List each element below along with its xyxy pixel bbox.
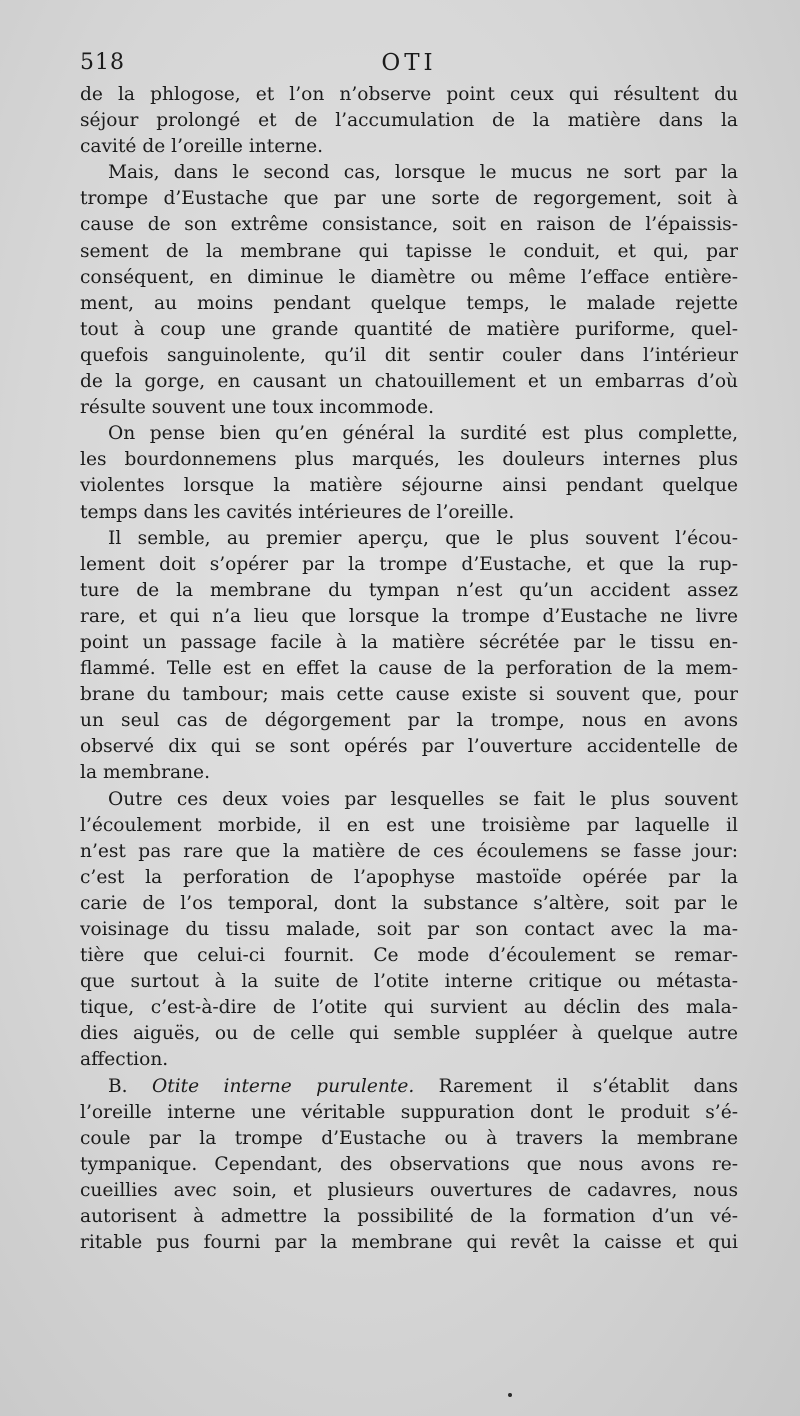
text-line: c’est la perforation de l’apophyse mastoïde opérée par la bbox=[80, 866, 738, 888]
text-line: séjour prolongé et de l’accumulation de la matière dans la bbox=[80, 110, 738, 132]
text-line: Il semble, au premier aperçu, que le plus souvent l’écou- bbox=[108, 527, 738, 549]
text-line: tympanique. Cependant, des observations que nous avons re- bbox=[80, 1153, 738, 1175]
text-line: rare, et qui n’a lieu que lorsque la trompe d’Eustache ne livre bbox=[80, 605, 738, 627]
text-line: la membrane. bbox=[80, 762, 210, 784]
section-first-line-text: Rarement il s’établit dans bbox=[438, 1075, 738, 1097]
text-line: lement doit s’opérer par la trompe d’Eustache, et que la rup- bbox=[80, 553, 738, 575]
text-line: que surtout à la suite de l’otite interne critique ou métasta- bbox=[80, 971, 738, 993]
text-line: l’oreille interne une véritable suppuration dont le produit s’é- bbox=[80, 1101, 738, 1123]
text-line: ture de la membrane du tympan n’est qu’un accident assez bbox=[80, 579, 738, 601]
text-line: coule par la trompe d’Eustache ou à travers la membrane bbox=[80, 1127, 738, 1149]
text-line: tière que celui-ci fournit. Ce mode d’écoulement se remar- bbox=[80, 945, 738, 967]
text-line: tique, c’est-à-dire de l’otite qui survient au déclin des mala- bbox=[80, 997, 738, 1019]
text-line: cavité de l’oreille interne. bbox=[80, 136, 324, 158]
text-line: conséquent, en diminue le diamètre ou même l’efface entière- bbox=[80, 266, 738, 288]
page-header bbox=[80, 50, 738, 84]
section-title: Otite interne purulente. bbox=[151, 1075, 415, 1097]
text-line: observé dix qui se sont opérés par l’ouverture accidentelle de bbox=[80, 736, 738, 758]
text-line: brane du tambour; mais cette cause existe si souvent que, pour bbox=[80, 684, 738, 706]
text-line: carie de l’os temporal, dont la substance s’altère, soit par le bbox=[80, 892, 738, 914]
text-line: violentes lorsque la matière séjourne ainsi pendant quelque bbox=[80, 475, 738, 497]
text-line: de la phlogose, et l’on n’observe point ceux qui résultent du bbox=[80, 84, 738, 105]
text-line: temps dans les cavités intérieures de l’oreille. bbox=[80, 501, 515, 523]
text-line: sement de la membrane qui tapisse le conduit, et qui, par bbox=[80, 240, 738, 262]
page-number: 518 bbox=[80, 50, 125, 75]
text-line: quefois sanguinolente, qu’il dit sentir couler dans l’intérieur bbox=[80, 344, 738, 366]
section-label: B. bbox=[108, 1075, 128, 1097]
body-text bbox=[80, 82, 738, 1256]
text-line: point un passage facile à la matière sécrétée par le tissu en- bbox=[80, 631, 738, 653]
text-line: résulte souvent une toux incommode. bbox=[80, 397, 435, 419]
running-head: OTI bbox=[381, 50, 437, 76]
text-line: Outre ces deux voies par lesquelles se fait le plus souvent bbox=[108, 788, 738, 810]
text-line: autorisent à admettre la possibilité de la formation d’un vé- bbox=[80, 1206, 738, 1228]
ink-speck bbox=[508, 1393, 512, 1397]
text-line: trompe d’Eustache que par une sorte de regorgement, soit à bbox=[80, 188, 738, 210]
text-line: On pense bien qu’en général la surdité est plus complette, bbox=[108, 423, 738, 445]
text-line: de la gorge, en causant un chatouillement et un embarras d’où bbox=[80, 371, 738, 393]
text-line: Mais, dans le second cas, lorsque le mucus ne sort par la bbox=[108, 162, 738, 184]
text-line: n’est pas rare que la matière de ces écoulemens se fasse jour: bbox=[80, 840, 738, 862]
text-line: les bourdonnemens plus marqués, les douleurs internes plus bbox=[80, 449, 738, 471]
text-line: cueillies avec soin, et plusieurs ouvertures de cadavres, nous bbox=[80, 1179, 738, 1201]
text-line: affection. bbox=[80, 1049, 169, 1071]
text-line: flammé. Telle est en effet la cause de la perforation de la mem- bbox=[80, 658, 738, 680]
text-line: dies aiguës, ou de celle qui semble suppléer à quelque autre bbox=[80, 1023, 738, 1045]
text-line: tout à coup une grande quantité de matière puriforme, quel- bbox=[80, 318, 738, 340]
section-heading-line bbox=[80, 1074, 738, 1100]
text-line: voisinage du tissu malade, soit par son contact avec la ma- bbox=[80, 919, 738, 940]
text-line: ritable pus fourni par la membrane qui revêt la caisse et qui bbox=[80, 1232, 738, 1254]
text-line: cause de son extrême consistance, soit en raison de l’épaissis- bbox=[80, 214, 738, 236]
text-line: un seul cas de dégorgement par la trompe, nous en avons bbox=[80, 710, 738, 732]
text-line: l’écoulement morbide, il en est une troisième par laquelle il bbox=[80, 814, 738, 836]
text-line: ment, au moins pendant quelque temps, le malade rejette bbox=[80, 292, 738, 314]
